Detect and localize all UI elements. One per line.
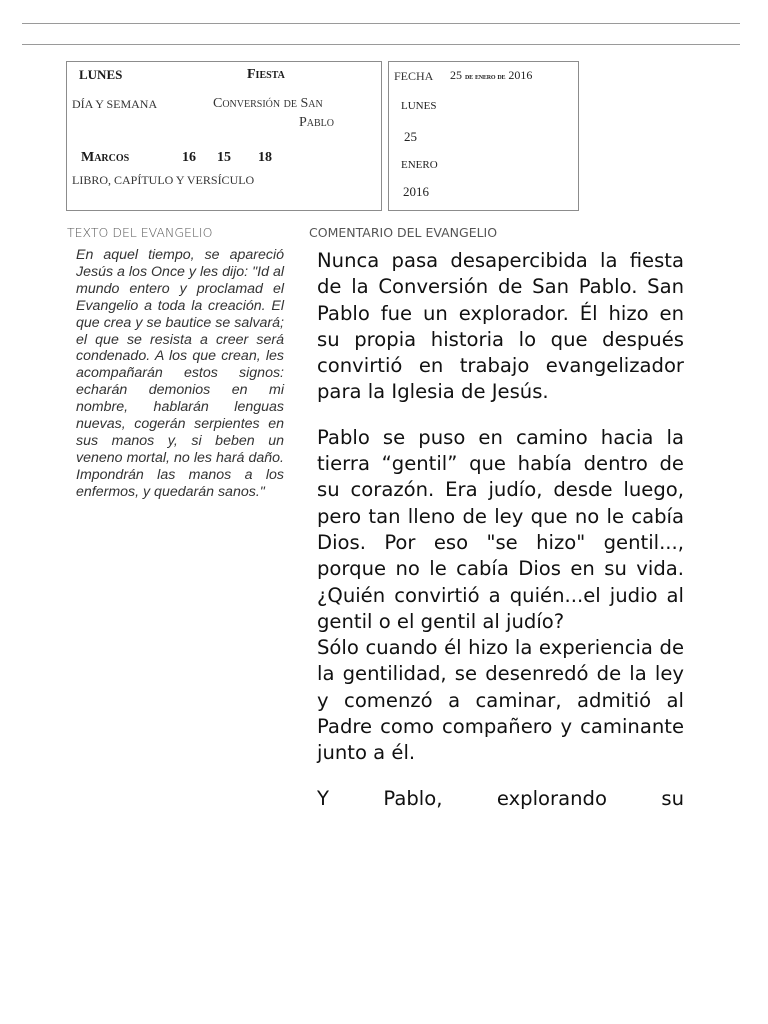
date-weekday: LUNES	[401, 100, 437, 112]
liturgy-info-box	[66, 61, 382, 211]
feast-name-line1: Conversión de San	[213, 96, 323, 111]
full-date	[450, 68, 532, 83]
date-month: ENERO	[401, 159, 438, 171]
date-label: FECHA	[394, 69, 434, 83]
second-rule	[22, 44, 740, 45]
commentary-paragraph-1: Nunca pasa desapercibida la fiesta de la Conversión de San Pablo. San Pablo fue un explorador. Él hizo en su propia historia lo que después convirtió en trabajo evangelizador para la Iglesia de Jesús.	[317, 249, 684, 404]
feast-type-value: Fiesta	[247, 67, 285, 82]
full-date-day: 25	[450, 68, 462, 82]
gospel-heading: TEXTO DEL EVANGELIO	[67, 225, 213, 240]
date-year: 2016	[403, 184, 429, 199]
full-date-mid: de enero de	[465, 71, 506, 81]
date-day: 25	[404, 129, 417, 144]
commentary-paragraph-4: Y Pablo, explorando su	[317, 786, 684, 810]
feast-name-line2: Pablo	[299, 115, 335, 130]
verse-start-value: 15	[217, 150, 231, 165]
book-caption: LIBRO, CAPÍTULO Y VERSÍCULO	[72, 173, 255, 187]
gospel-text: En aquel tiempo, se apareció Jesús a los Once y les dijo: "Id al mundo entero y proclamad el Evangelio a toda la creación. El que crea y se bautice se salvará; el que se resista a creer será condenado. A los que crean, les acompañarán estos signos: echarán demonios en mi nombre, hablarán lenguas nuevas, cogerán serpientes en sus manos y, si beben un veneno mortal, no les hará daño. Impondrán las manos a los enfermos, y quedarán sanos."	[76, 247, 284, 500]
verse-end-value: 18	[258, 150, 272, 165]
chapter-value: 16	[182, 150, 196, 165]
commentary-heading: COMENTARIO DEL EVANGELIO	[309, 225, 498, 240]
commentary-text	[317, 248, 684, 812]
top-rule	[22, 23, 740, 24]
date-box	[388, 61, 579, 211]
commentary-paragraph-2: Pablo se puso en camino hacia la tierra “gentil” que había dentro de su corazón. Era judío, desde luego, pero tan lleno de ley que no le cabía Dios. Por eso "se hizo" gentil..., porque no le cabía Dios en su vida. ¿Quién convirtió a quién...el judio al gentil o el gentil al judío?	[317, 425, 684, 633]
commentary-paragraph-3: Sólo cuando él hizo la experiencia de la gentilidad, se desenredó de la ley y comenzó a caminar, admitió al Padre como compañero y caminante junto a él.	[317, 636, 684, 765]
full-date-year: 2016	[508, 68, 533, 82]
weekday-caption: DÍA Y SEMANA	[72, 97, 158, 111]
book-value: Marcos	[81, 150, 130, 165]
weekday-value: LUNES	[79, 67, 123, 82]
